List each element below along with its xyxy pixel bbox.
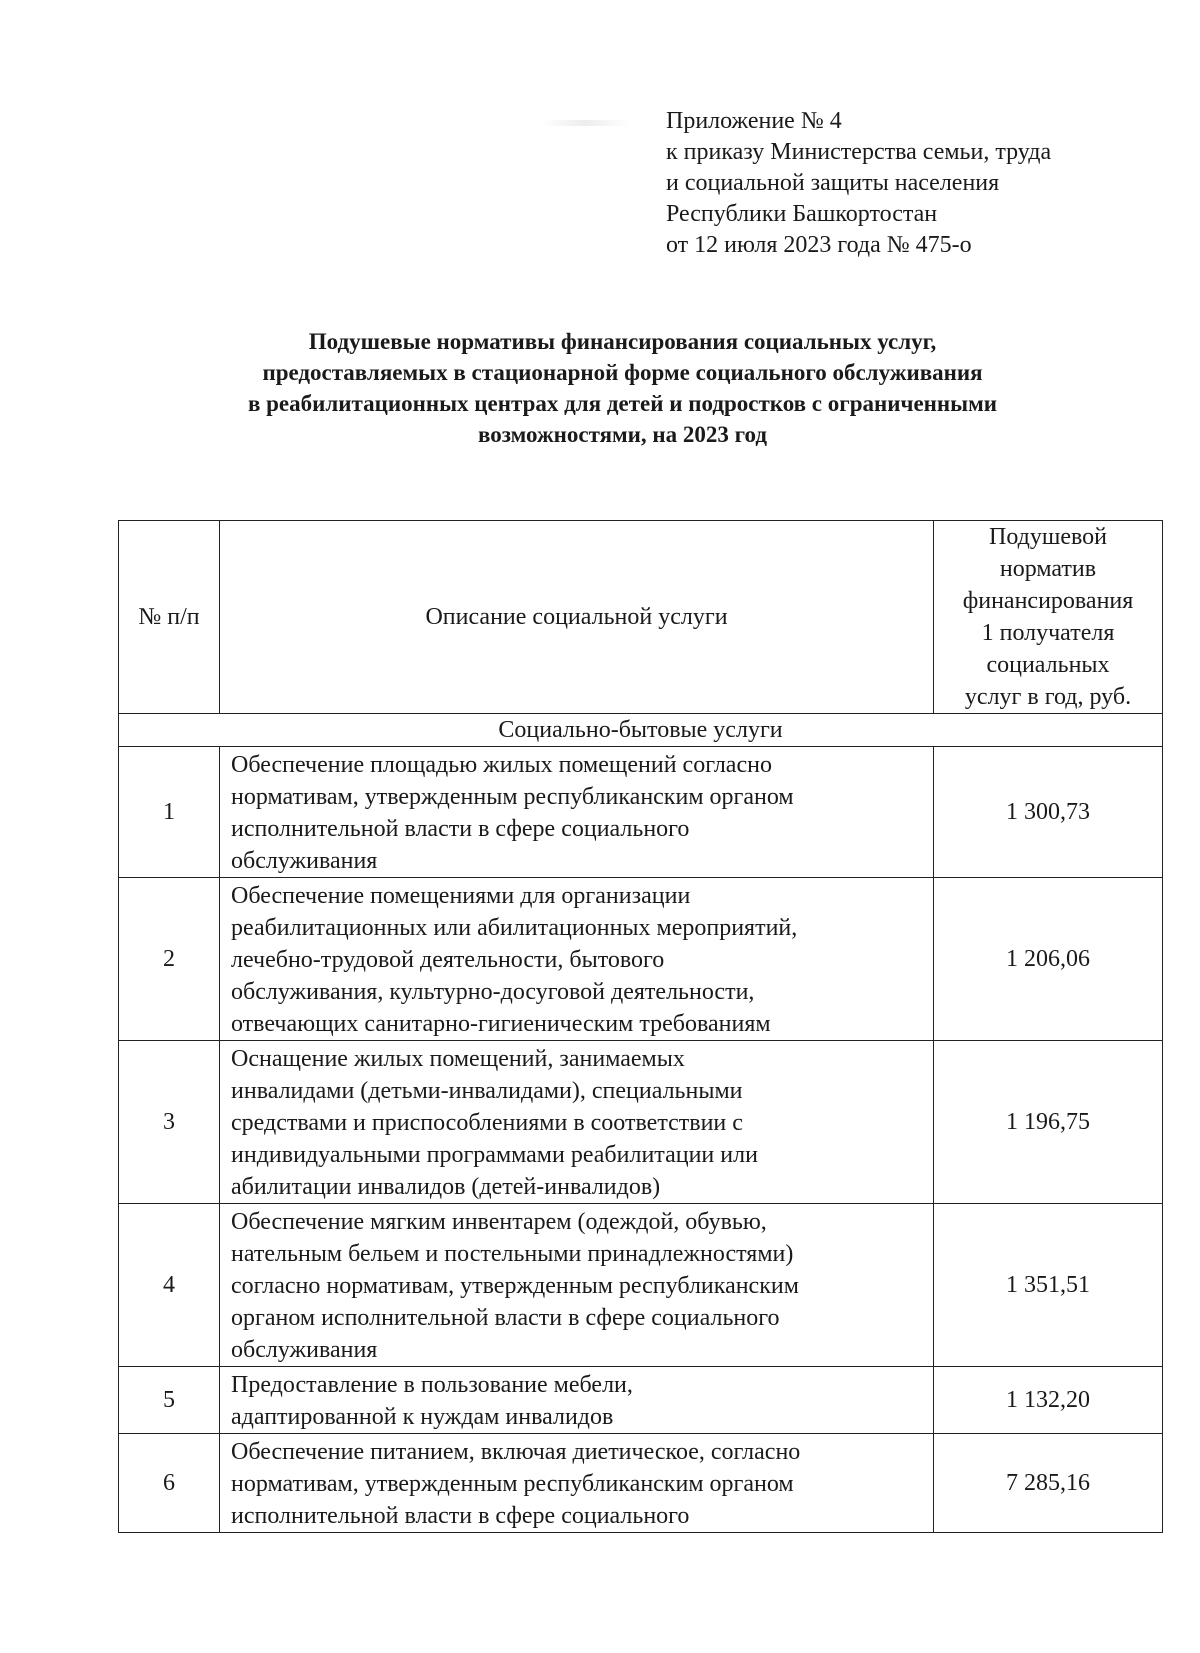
desc-line: нормативам, утвержденным республиканским органом: [231, 784, 794, 810]
row-value: 1 196,75: [934, 1041, 1163, 1204]
header-value-line: финансирования: [962, 588, 1134, 614]
header-value-line: 1 получателя: [981, 620, 1115, 646]
row-value: 1 300,73: [934, 747, 1163, 878]
desc-line: нательным бельем и постельными принадлежностями): [231, 1241, 794, 1267]
desc-line: исполнительной власти в сфере социального: [231, 1503, 690, 1529]
annex-line: и социальной защиты населения: [666, 170, 1000, 196]
desc-line: реабилитационных или абилитационных мероприятий,: [231, 915, 798, 941]
annex-line: Республики Башкортостан: [666, 201, 938, 227]
table-row: [119, 1204, 1163, 1367]
header-value-line: норматив: [999, 556, 1097, 582]
desc-line: обслуживания: [231, 848, 378, 874]
header-value: [934, 521, 1163, 714]
section-row: [119, 714, 1163, 747]
desc-line: Обеспечение питанием, включая диетическое, согласно: [231, 1439, 801, 1465]
title-line: Подушевые нормативы финансирования социальных услуг,: [308, 329, 937, 354]
row-number: 4: [119, 1204, 220, 1367]
desc-line: абилитации инвалидов (детей-инвалидов): [231, 1174, 661, 1200]
header-value-line: услуг в год, руб.: [964, 684, 1132, 710]
document-title: [100, 326, 1145, 450]
annex-line: к приказу Министерства семьи, труда: [666, 139, 1052, 165]
table-row: [119, 878, 1163, 1041]
annex-line: от 12 июля 2023 года № 475-о: [666, 232, 972, 258]
row-value: 1 351,51: [934, 1204, 1163, 1367]
table-row: [119, 1367, 1163, 1434]
row-value: 1 206,06: [934, 878, 1163, 1041]
row-description: [220, 1041, 934, 1204]
desc-line: исполнительной власти в сфере социального: [231, 816, 690, 842]
row-number: 3: [119, 1041, 220, 1204]
desc-line: обслуживания: [231, 1337, 378, 1363]
row-description: [220, 1434, 934, 1533]
annex-header: [666, 106, 1051, 261]
row-value: 1 132,20: [934, 1367, 1163, 1434]
annex-line: Приложение № 4: [666, 108, 842, 134]
header-description: Описание социальной услуги: [220, 521, 934, 714]
desc-line: Обеспечение мягким инвентарем (одеждой, обувью,: [231, 1209, 767, 1235]
desc-line: Оснащение жилых помещений, занимаемых: [231, 1046, 685, 1072]
row-number: 1: [119, 747, 220, 878]
desc-line: отвечающих санитарно-гигиеническим требованиям: [231, 1011, 771, 1037]
row-description: [220, 878, 934, 1041]
header-value-line: Подушевой: [989, 524, 1107, 550]
desc-line: лечебно-трудовой деятельности, бытового: [231, 947, 665, 973]
desc-line: индивидуальными программами реабилитации или: [231, 1142, 758, 1168]
desc-line: нормативам, утвержденным республиканским органом: [231, 1471, 794, 1497]
desc-line: обслуживания, культурно-досуговой деятельности,: [231, 979, 755, 1005]
row-description: [220, 1204, 934, 1367]
row-description: [220, 1367, 934, 1434]
norms-table: [118, 520, 1163, 1533]
header-num: № п/п: [119, 521, 220, 714]
desc-line: средствами и приспособлениями в соответствии с: [231, 1110, 743, 1136]
row-number: 2: [119, 878, 220, 1041]
table-row: [119, 747, 1163, 878]
section-title: Социально-бытовые услуги: [119, 714, 1163, 747]
title-line: возможностями, на 2023 год: [477, 422, 768, 447]
desc-line: Обеспечение помещениями для организации: [231, 883, 691, 909]
table-header-row: [119, 521, 1163, 714]
table-row: [119, 1041, 1163, 1204]
desc-line: Предоставление в пользование мебели,: [231, 1372, 633, 1398]
desc-line: инвалидами (детьми-инвалидами), специальными: [231, 1078, 743, 1104]
row-description: [220, 747, 934, 878]
header-value-line: социальных: [986, 652, 1110, 678]
row-number: 5: [119, 1367, 220, 1434]
desc-line: адаптированной к нуждам инвалидов: [231, 1404, 614, 1430]
row-value: 7 285,16: [934, 1434, 1163, 1533]
table-row: [119, 1434, 1163, 1533]
desc-line: согласно нормативам, утвержденным республиканским: [231, 1273, 799, 1299]
scan-smudge: [540, 120, 630, 126]
row-number: 6: [119, 1434, 220, 1533]
desc-line: органом исполнительной власти в сфере социального: [231, 1305, 780, 1331]
title-line: предоставляемых в стационарной форме социального обслуживания: [262, 360, 983, 385]
title-line: в реабилитационных центрах для детей и подростков с ограниченными: [247, 391, 998, 416]
desc-line: Обеспечение площадью жилых помещений согласно: [231, 752, 772, 778]
